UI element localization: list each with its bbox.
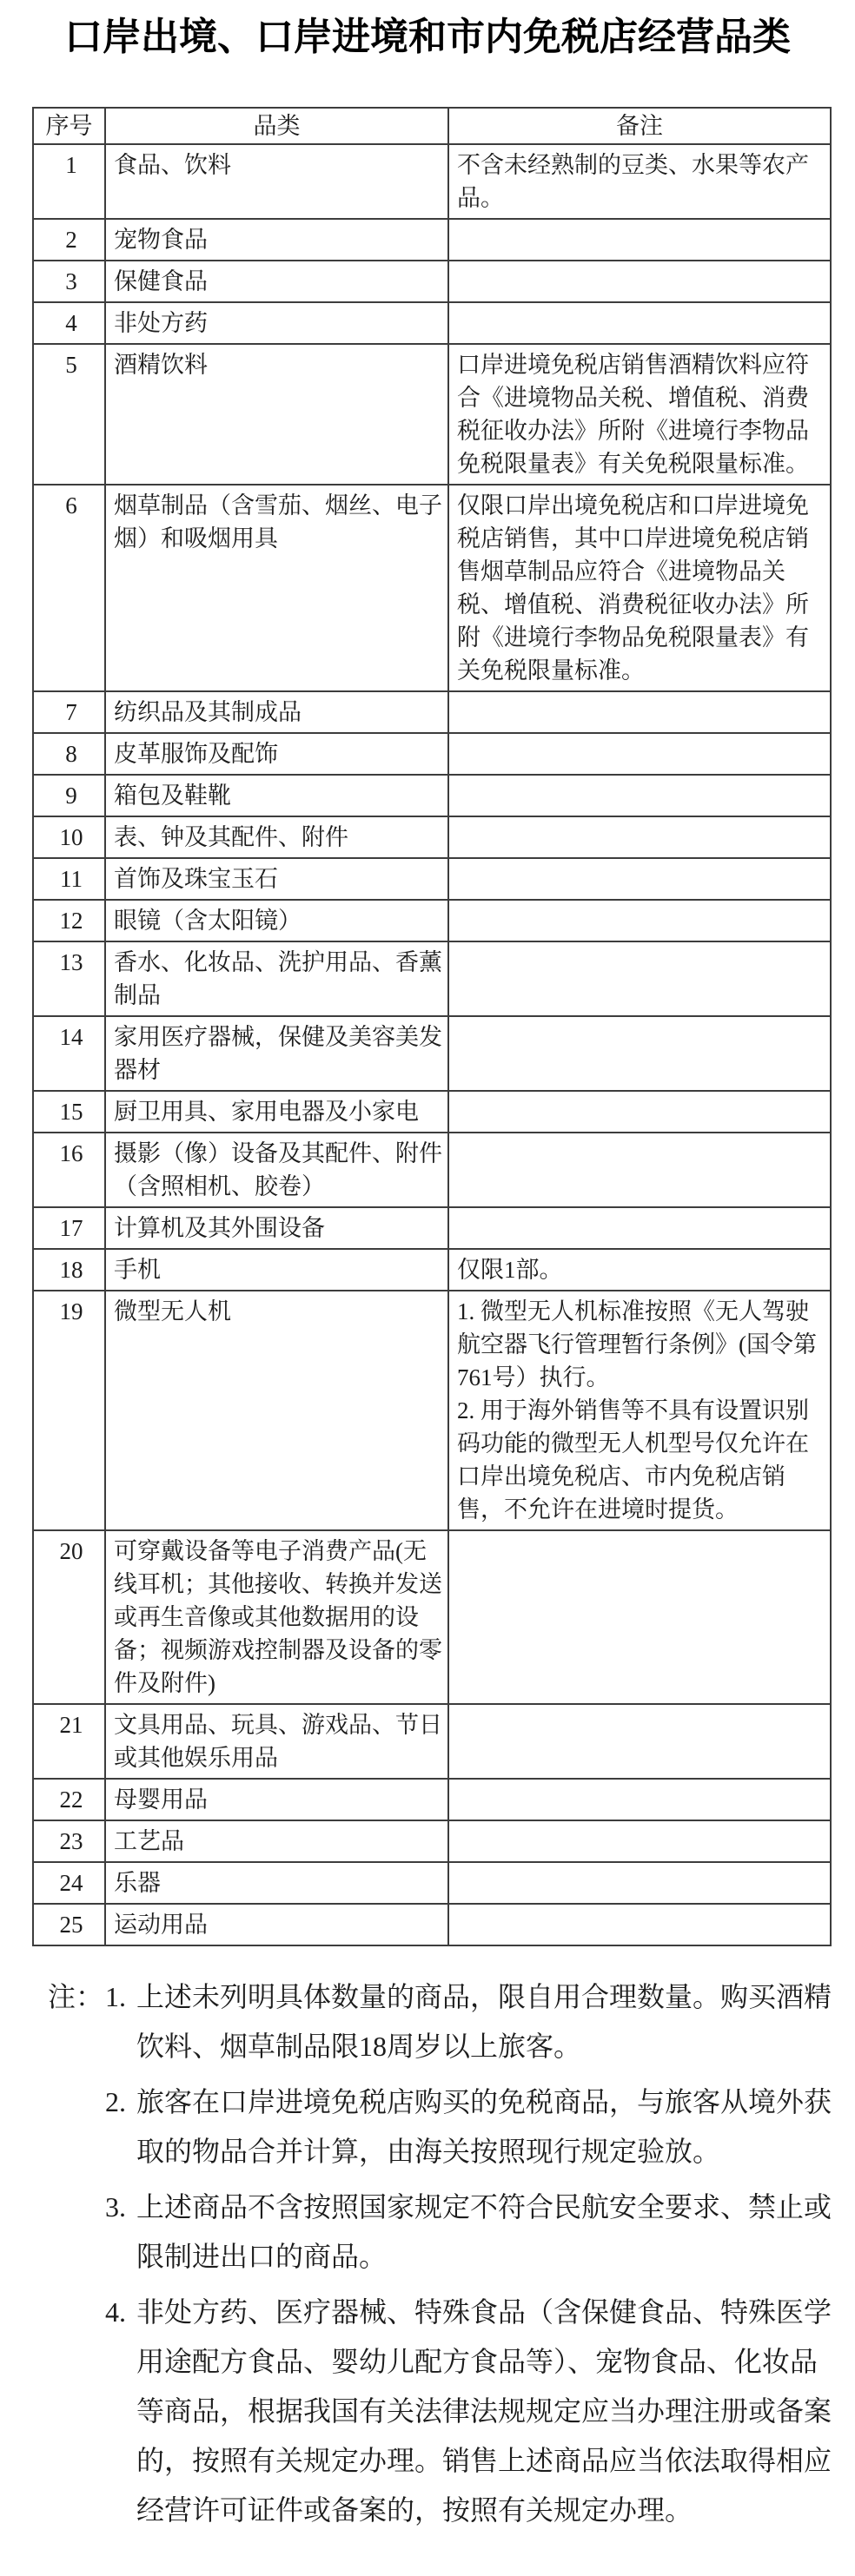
table-row bbox=[33, 1291, 831, 1530]
row-category-cell: 乐器 bbox=[105, 1862, 448, 1904]
table-row bbox=[33, 1207, 831, 1249]
row-index-cell: 13 bbox=[33, 941, 105, 1016]
note-number: 2. bbox=[105, 2086, 126, 2118]
row-category-cell: 可穿戴设备等电子消费产品(无线耳机；其他接收、转换并发送或再生音像或其他数据用的设备；视频游戏控制器及设备的零件及附件) bbox=[105, 1530, 448, 1704]
remark-paragraph: 仅限1部。 bbox=[457, 1257, 563, 1284]
row-index-cell: 11 bbox=[33, 858, 105, 900]
row-category-cell: 保健食品 bbox=[105, 261, 448, 302]
remark-paragraph: 不含未经熟制的豆类、水果等农产品。 bbox=[457, 152, 809, 212]
table-row bbox=[33, 775, 831, 816]
row-remark-cell bbox=[448, 144, 831, 219]
note-item bbox=[105, 1972, 835, 2071]
row-index-cell: 19 bbox=[33, 1291, 105, 1530]
row-category-cell: 食品、饮料 bbox=[105, 144, 448, 219]
row-remark-cell bbox=[448, 1133, 831, 1207]
row-index-cell: 22 bbox=[33, 1779, 105, 1820]
row-index-cell: 20 bbox=[33, 1530, 105, 1704]
note-number: 1. bbox=[105, 1981, 126, 2013]
row-category-cell: 香水、化妆品、洗护用品、香薰制品 bbox=[105, 941, 448, 1016]
note-item bbox=[105, 2077, 835, 2176]
row-index-cell: 17 bbox=[33, 1207, 105, 1249]
row-index-cell: 1 bbox=[33, 144, 105, 219]
row-remark-cell bbox=[448, 691, 831, 733]
row-category-cell: 烟草制品（含雪茄、烟丝、电子烟）和吸烟用具 bbox=[105, 485, 448, 691]
table-row bbox=[33, 691, 831, 733]
row-index-cell: 18 bbox=[33, 1249, 105, 1291]
table-row bbox=[33, 1530, 831, 1704]
row-remark-cell bbox=[448, 302, 831, 344]
row-index-cell: 16 bbox=[33, 1133, 105, 1207]
row-category-cell: 首饰及珠宝玉石 bbox=[105, 858, 448, 900]
table-header-row bbox=[33, 108, 831, 144]
page-title: 口岸出境、口岸进境和市内免税店经营品类 bbox=[64, 16, 791, 58]
row-index-cell: 21 bbox=[33, 1704, 105, 1779]
remark-paragraph: 口岸进境免税店销售酒精饮料应符合《进境物品关税、增值税、消费税征收办法》所附《进境行李物品免税限量表》有关免税限量标准。 bbox=[457, 352, 809, 478]
row-category-cell: 手机 bbox=[105, 1249, 448, 1291]
row-category-cell: 母婴用品 bbox=[105, 1779, 448, 1820]
row-category-cell: 酒精饮料 bbox=[105, 344, 448, 485]
row-index-cell: 25 bbox=[33, 1904, 105, 1945]
row-remark-cell bbox=[448, 1779, 831, 1820]
row-category-cell: 纺织品及其制成品 bbox=[105, 691, 448, 733]
row-remark-cell bbox=[448, 1704, 831, 1779]
row-remark-cell bbox=[448, 1820, 831, 1862]
row-remark-cell bbox=[448, 1207, 831, 1249]
row-index-cell: 12 bbox=[33, 900, 105, 941]
remark-paragraph: 1. 微型无人机标准按照《无人驾驶航空器飞行管理暂行条例》(国令第761号）执行。 bbox=[457, 1298, 817, 1391]
table-row bbox=[33, 1779, 831, 1820]
row-category-cell: 文具用品、玩具、游戏品、节日或其他娱乐用品 bbox=[105, 1704, 448, 1779]
table-row bbox=[33, 816, 831, 858]
row-category-cell: 宠物食品 bbox=[105, 219, 448, 261]
note-text: 非处方药、医疗器械、特殊食品（含保健食品、特殊医学用途配方食品、婴幼儿配方食品等）、宠物食品、化妆品等商品，根据我国有关法律法规规定应当办理注册或备案的，按照有关规定办理。销售上述商品应当依法取得相应经营许可证件或备案的，按照有关规定办理。 bbox=[136, 2296, 832, 2526]
row-remark-cell bbox=[448, 733, 831, 775]
row-remark-cell bbox=[448, 1530, 831, 1704]
table-row bbox=[33, 485, 831, 691]
row-remark-cell bbox=[448, 485, 831, 691]
row-remark-cell bbox=[448, 816, 831, 858]
table-body bbox=[33, 144, 831, 1945]
table-row bbox=[33, 900, 831, 941]
notes-label: 注： bbox=[48, 1981, 104, 2013]
table-row bbox=[33, 344, 831, 485]
table-row bbox=[33, 1249, 831, 1291]
row-category-cell: 箱包及鞋靴 bbox=[105, 775, 448, 816]
row-category-cell: 微型无人机 bbox=[105, 1291, 448, 1530]
row-remark-cell bbox=[448, 1904, 831, 1945]
row-remark-cell bbox=[448, 941, 831, 1016]
row-index-cell: 6 bbox=[33, 485, 105, 691]
row-index-cell: 23 bbox=[33, 1820, 105, 1862]
row-remark-cell bbox=[448, 1249, 831, 1291]
table-row bbox=[33, 219, 831, 261]
row-category-cell: 运动用品 bbox=[105, 1904, 448, 1945]
row-remark-cell bbox=[448, 261, 831, 302]
note-text: 旅客在口岸进境免税店购买的免税商品，与旅客从境外获取的物品合并计算，由海关按照现行规定验放。 bbox=[136, 2086, 832, 2168]
row-remark-cell bbox=[448, 1016, 831, 1091]
row-index-cell: 14 bbox=[33, 1016, 105, 1091]
note-text: 上述未列明具体数量的商品，限自用合理数量。购买酒精饮料、烟草制品限18周岁以上旅客。 bbox=[136, 1981, 832, 2063]
table-row bbox=[33, 1133, 831, 1207]
header-remark: 备注 bbox=[448, 108, 831, 144]
row-index-cell: 3 bbox=[33, 261, 105, 302]
table-row bbox=[33, 1091, 831, 1133]
row-category-cell: 摄影（像）设备及其配件、附件（含照相机、胶卷） bbox=[105, 1133, 448, 1207]
row-remark-cell bbox=[448, 1291, 831, 1530]
remark-paragraph: 2. 用于海外销售等不具有设置识别码功能的微型无人机型号仅允许在口岸出境免税店、市内免税店销售，不允许在进境时提货。 bbox=[457, 1397, 809, 1523]
note-item bbox=[105, 2288, 835, 2535]
row-category-cell: 计算机及其外围设备 bbox=[105, 1207, 448, 1249]
row-category-cell: 非处方药 bbox=[105, 302, 448, 344]
row-index-cell: 24 bbox=[33, 1862, 105, 1904]
row-category-cell: 工艺品 bbox=[105, 1820, 448, 1862]
row-remark-cell bbox=[448, 1862, 831, 1904]
row-index-cell: 10 bbox=[33, 816, 105, 858]
note-number: 4. bbox=[105, 2296, 126, 2328]
table-row bbox=[33, 1704, 831, 1779]
row-index-cell: 7 bbox=[33, 691, 105, 733]
row-remark-cell bbox=[448, 219, 831, 261]
header-index: 序号 bbox=[33, 108, 105, 144]
notes-section bbox=[48, 1972, 855, 2541]
row-index-cell: 2 bbox=[33, 219, 105, 261]
row-category-cell: 厨卫用具、家用电器及小家电 bbox=[105, 1091, 448, 1133]
table-row bbox=[33, 1016, 831, 1091]
table-row bbox=[33, 1862, 831, 1904]
row-index-cell: 8 bbox=[33, 733, 105, 775]
note-text: 上述商品不含按照国家规定不符合民航安全要求、禁止或限制进出口的商品。 bbox=[136, 2191, 832, 2273]
row-remark-cell bbox=[448, 900, 831, 941]
table-row bbox=[33, 144, 831, 219]
row-remark-cell bbox=[448, 858, 831, 900]
note-item bbox=[105, 2183, 835, 2282]
table-row bbox=[33, 941, 831, 1016]
table-row bbox=[33, 858, 831, 900]
row-category-cell: 眼镜（含太阳镜） bbox=[105, 900, 448, 941]
table-row bbox=[33, 302, 831, 344]
remark-paragraph: 仅限口岸出境免税店和口岸进境免税店销售，其中口岸进境免税店销售烟草制品应符合《进境物品关税、增值税、消费税征收办法》所附《进境行李物品免税限量表》有关免税限量标准。 bbox=[457, 492, 809, 684]
row-index-cell: 5 bbox=[33, 344, 105, 485]
row-remark-cell bbox=[448, 344, 831, 485]
row-remark-cell bbox=[448, 1091, 831, 1133]
row-category-cell: 皮革服饰及配饰 bbox=[105, 733, 448, 775]
row-category-cell: 表、钟及其配件、附件 bbox=[105, 816, 448, 858]
table-row bbox=[33, 1820, 831, 1862]
row-index-cell: 9 bbox=[33, 775, 105, 816]
note-number: 3. bbox=[105, 2191, 126, 2223]
table-row bbox=[33, 1904, 831, 1945]
table-row bbox=[33, 261, 831, 302]
header-category: 品类 bbox=[105, 108, 448, 144]
row-index-cell: 4 bbox=[33, 302, 105, 344]
row-index-cell: 15 bbox=[33, 1091, 105, 1133]
row-category-cell: 家用医疗器械，保健及美容美发器材 bbox=[105, 1016, 448, 1091]
table-row bbox=[33, 733, 831, 775]
row-remark-cell bbox=[448, 775, 831, 816]
product-category-table bbox=[32, 107, 832, 1946]
notes-list bbox=[105, 1972, 835, 2541]
